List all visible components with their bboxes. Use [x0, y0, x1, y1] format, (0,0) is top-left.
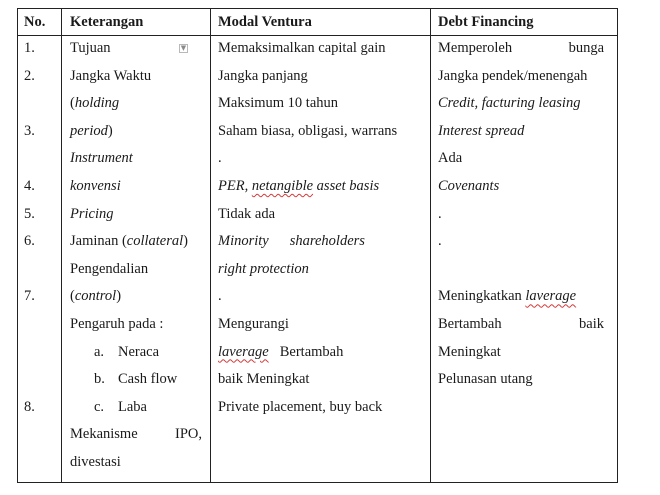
text-jangka-waktu: Jangka Waktu [70, 67, 152, 84]
text-per: PER, [218, 177, 252, 194]
row-number: 4. [24, 177, 35, 194]
text-period: period [70, 122, 108, 139]
mv-line: Memaksimalkan capital gain [218, 40, 386, 56]
df-line: . [438, 233, 442, 250]
text-shareholders: shareholders [289, 233, 365, 250]
keterangan-line [70, 63, 202, 91]
header-keterangan: Keterangan [70, 14, 144, 30]
row-number: 7. [24, 288, 35, 305]
text-laverage: laverage [218, 343, 269, 360]
text-minority: Minority [218, 233, 269, 250]
mv-line: Tidak ada [218, 205, 276, 222]
df-line: Jangka pendek/menengah [438, 67, 588, 84]
text-tujuan: Tujuan [70, 40, 111, 56]
df-line: Covenants [438, 177, 500, 194]
paren: ( [70, 95, 75, 112]
df-line: Ada [438, 150, 463, 167]
column-divider [61, 9, 62, 482]
row-number: 1. [24, 40, 35, 56]
row-number [24, 449, 58, 477]
text-ipo: IPO, [175, 426, 202, 443]
df-line: Pelunasan utang [438, 371, 533, 388]
keterangan-line [70, 228, 202, 256]
mv-line: Mengurangi [218, 315, 289, 332]
header-modal-ventura: Modal Ventura [218, 14, 312, 30]
row-number [24, 421, 58, 449]
keterangan-column [70, 35, 202, 477]
text-bertambah: Bertambah [279, 343, 344, 360]
df-line [438, 35, 604, 63]
text-bertambah: Bertambah [438, 315, 502, 332]
chevron-down-icon[interactable]: ▼ [180, 44, 187, 52]
header-debt-financing: Debt Financing [438, 14, 534, 30]
mv-line: baik Meningkat [218, 371, 310, 388]
header-no: No. [24, 14, 46, 30]
mv-line [218, 173, 423, 201]
df-line [438, 283, 604, 311]
no-column [24, 35, 58, 477]
row-number [24, 311, 58, 339]
row-number: 6. [24, 233, 35, 250]
text-laba: Laba [118, 398, 147, 415]
row-number: 2. [24, 67, 35, 84]
paren: ( [70, 288, 75, 305]
column-divider [210, 9, 211, 482]
mv-line [218, 339, 423, 367]
sub-item-b [70, 366, 202, 394]
df-line [438, 311, 604, 339]
mv-line: Jangka panjang [218, 67, 308, 84]
row-number [24, 145, 58, 173]
column-divider [430, 9, 431, 482]
sub-label: c. [94, 398, 105, 415]
sub-item-c [70, 394, 202, 422]
row-number [24, 366, 58, 394]
df-line: Meningkat [438, 343, 501, 360]
keterangan-line [70, 118, 202, 146]
sub-label: a. [94, 343, 105, 360]
modal-ventura-column [218, 35, 423, 421]
row-number [24, 339, 58, 367]
debt-financing-column [438, 35, 604, 394]
sub-item-a [70, 339, 202, 367]
paren: ) [116, 288, 122, 305]
text-divestasi: divestasi [70, 453, 121, 470]
text-bunga: bunga [568, 40, 604, 56]
text-laverage: laverage [525, 288, 577, 305]
paren: ) [183, 233, 189, 250]
text-cash-flow: Cash flow [118, 371, 178, 388]
df-line: Credit, facturing leasing [438, 95, 581, 112]
mv-line [218, 228, 423, 256]
text-neraca: Neraca [118, 343, 160, 360]
text-holding: holding [74, 95, 120, 112]
comparison-table [17, 8, 618, 483]
text-mekanisme: Mekanisme [70, 426, 138, 443]
text-pengaruh: Pengaruh pada : [70, 315, 164, 332]
mv-line: Private placement, buy back [218, 398, 383, 415]
df-line: . [438, 205, 442, 222]
df-line [438, 256, 604, 284]
text-konvensi: konvensi [70, 177, 121, 194]
row-number [24, 256, 58, 284]
text-netangible: netangible [251, 177, 314, 194]
mv-line: Maksimum 10 tahun [218, 95, 339, 112]
paren: ) [107, 122, 113, 139]
keterangan-line [70, 421, 202, 449]
text-pricing: Pricing [70, 205, 114, 222]
text-instrument: Instrument [70, 150, 133, 167]
keterangan-line [70, 90, 202, 118]
row-number: 8. [24, 398, 35, 415]
row-number: 5. [24, 205, 35, 222]
text-meningkatkan: Meningkatkan [438, 288, 526, 305]
df-line: Interest spread [438, 122, 525, 139]
text-collateral: collateral [126, 233, 184, 250]
text-asset-basis: asset basis [313, 177, 380, 194]
mv-line: Saham biasa, obligasi, warrans [218, 122, 398, 139]
text-memperoleh: Memperoleh [438, 40, 513, 56]
row-number [24, 90, 58, 118]
mv-line: right protection [218, 260, 309, 277]
text-baik: baik [579, 315, 604, 332]
keterangan-line [70, 283, 202, 311]
row-number: 3. [24, 122, 35, 139]
mv-line: . [218, 288, 222, 305]
text-control: control [74, 288, 117, 305]
mv-line: . [218, 150, 222, 167]
text-jaminan: Jaminan ( [70, 233, 127, 250]
text-pengendalian: Pengendalian [70, 260, 149, 277]
sub-label: b. [94, 371, 105, 388]
